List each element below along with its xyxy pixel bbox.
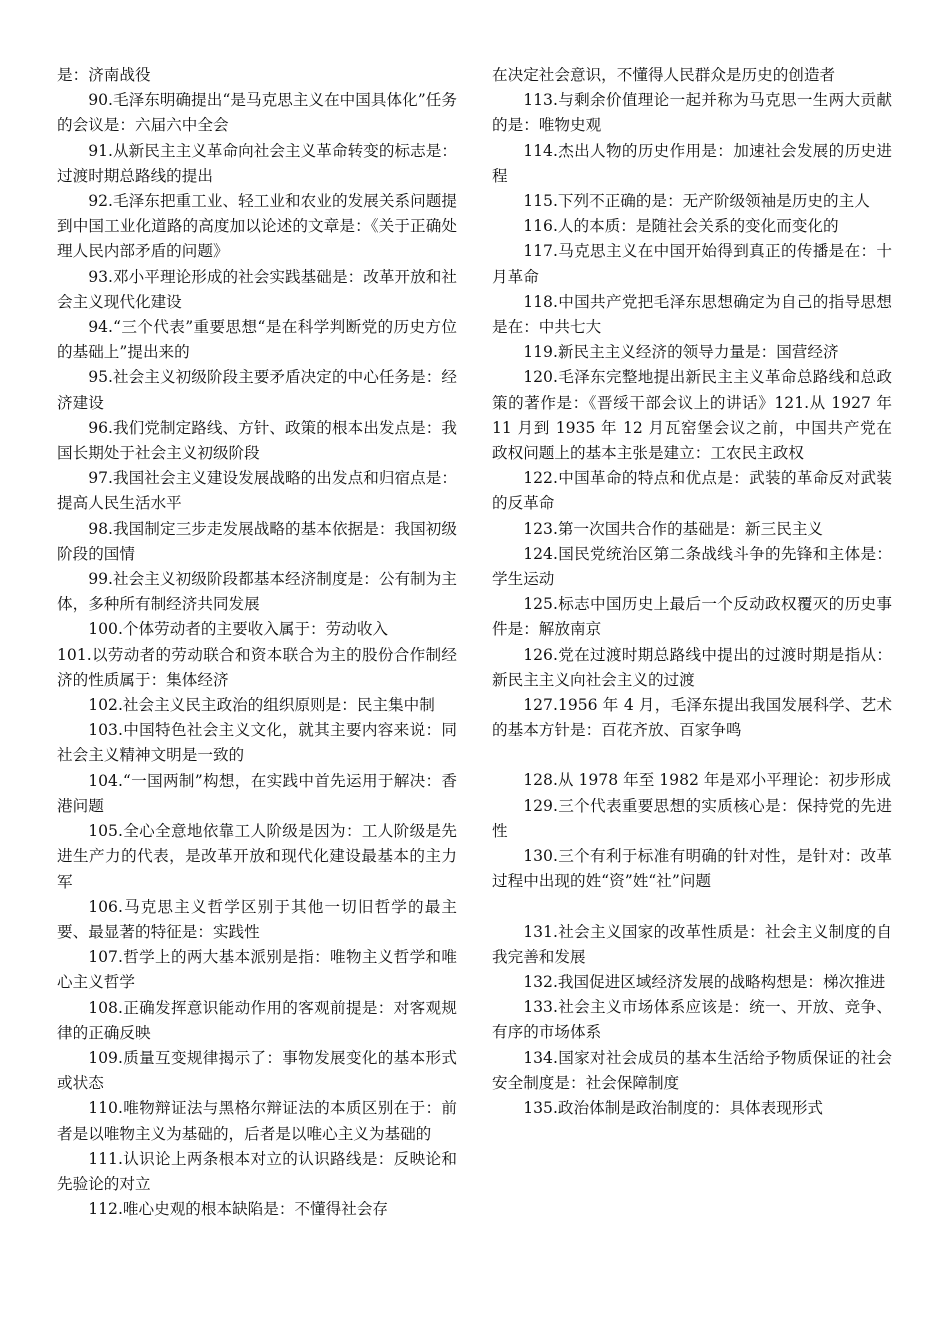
list-item: 130.三个有利于标准有明确的针对性，是针对：改革过程中出现的姓“资”姓“社”问题 (492, 847, 892, 891)
list-item: 109.质量互变规律揭示了：事物发展变化的基本形式或状态 (57, 1048, 457, 1093)
list-item: 114.杰出人物的历史作用是：加速社会发展的历史进程 (492, 141, 892, 185)
list-item: 102.社会主义民主政治的组织原则是：民主集中制 (88, 696, 435, 715)
list-item: 128.从 1978 年至 1982 年是邓小平理论：初步形成 (523, 771, 892, 790)
list-item: 127.1956 年 4 月，毛泽东提出我国发展科学、艺术的基本方针是：百花齐放、百家争鸣 (492, 696, 892, 740)
list-item: 110.唯物辩证法与黑格尔辩证法的本质区别在于：前者是以唯物主义为基础的，后者是以唯心主义为基础的 (57, 1099, 457, 1143)
list-item: 106.马克思主义哲学区别于其他一切旧哲学的最主要、最显著的特征是：实践性 (57, 897, 457, 941)
list-item: 111.认识论上两条根本对立的认识路线是：反映论和先验论的对立 (57, 1149, 457, 1193)
list-item: 119.新民主主义经济的领导力量是：国营经济 (523, 343, 839, 362)
list-item: 122.中国革命的特点和优点是：武装的革命反对武装的反革命 (492, 469, 892, 513)
list-item: 124.国民党统治区第二条战线斗争的先锋和主体是：学生运动 (492, 544, 892, 589)
list-item: 118.中国共产党把毛泽东思想确定为自己的指导思想是在：中共七大 (492, 292, 892, 337)
list-item: 116.人的本质：是随社会关系的变化而变化的 (523, 217, 839, 236)
list-item: 129.三个代表重要思想的实质核心是：保持党的先进性 (492, 796, 892, 840)
list-item: 135.政治体制是政治制度的：具体表现形式 (523, 1098, 824, 1117)
list-item: 在决定社会意识，不懂得人民群众是历史的创造者 (492, 66, 836, 84)
list-item: 112.唯心史观的根本缺陷是：不懂得社会存 (88, 1200, 389, 1219)
list-item: 94.“三个代表”重要思想“是在科学判断党的历史方位的基础上”提出来的 (57, 318, 457, 362)
list-item: 99.社会主义初级阶段都基本经济制度是：公有制为主体，多种所有制经济共同发展 (57, 570, 457, 614)
right-column (492, 63, 892, 1121)
list-item: 132.我国促进区域经济发展的战略构想是：梯次推进 (523, 972, 886, 991)
list-item: 117.马克思主义在中国开始得到真正的传播是在：十月革命 (492, 242, 892, 286)
list-item: 120.毛泽东完整地提出新民主主义革命总路线和总政策的著作是：《晋绥干部会议上的讲话》121.从 1927 年 11 月到 1935 年 12 月瓦窑堡会议之前，中国共产党在政权问题上的基本主张是建立：工农民主政权 (492, 368, 892, 463)
list-item: 107.哲学上的两大基本派别是指：唯物主义哲学和唯心主义哲学 (57, 948, 457, 992)
list-item: 133.社会主义市场体系应该是：统一、开放、竞争、有序的市场体系 (492, 998, 892, 1042)
list-item: 101.以劳动者的劳动联合和资本联合为主的股份合作制经济的性质属于：集体经济 (57, 645, 457, 689)
list-item: 126.党在过渡时期总路线中提出的过渡时期是指从：新民主主义向社会主义的过渡 (492, 645, 892, 689)
list-item: 131.社会主义国家的改革性质是：社会主义制度的自我完善和发展 (492, 922, 892, 966)
list-item: 93.邓小平理论形成的社会实践基础是：改革开放和社会主义现代化建设 (57, 267, 457, 311)
list-item: 123.第一次国共合作的基础是：新三民主义 (523, 519, 824, 538)
list-item: 104.“一国两制”构想，在实践中首先运用于解决：香港问题 (57, 771, 457, 815)
list-item: 108.正确发挥意识能动作用的客观前提是：对客观规律的正确反映 (57, 998, 457, 1042)
list-item: 113.与剩余价值理论一起并称为马克思一生两大贡献的是：唯物史观 (492, 91, 892, 135)
list-item: 115.下列不正确的是：无产阶级领袖是历史的主人 (523, 192, 870, 211)
list-item: 是：济南战役 (57, 66, 151, 84)
list-item: 95.社会主义初级阶段主要矛盾决定的中心任务是：经济建设 (57, 368, 457, 412)
list-item: 97.我国社会主义建设发展战略的出发点和归宿点是：提高人民生活水平 (57, 469, 457, 513)
list-item: 96.我们党制定路线、方针、政策的根本出发点是：我国长期处于社会主义初级阶段 (57, 418, 457, 463)
list-item: 90.毛泽东明确提出“是马克思主义在中国具体化”任务的会议是：六届六中全会 (57, 91, 457, 135)
list-item: 100.个体劳动者的主要收入属于：劳动收入 (88, 620, 389, 639)
list-item: 105.全心全意地依靠工人阶级是因为：工人阶级是先进生产力的代表，是改革开放和现代化建设最基本的主力军 (57, 822, 457, 891)
list-item: 125.标志中国历史上最后一个反动政权覆灭的历史事件是：解放南京 (492, 595, 892, 639)
list-item: 92.毛泽东把重工业、轻工业和农业的发展关系问题提到中国工业化道路的高度加以论述的文章是：《关于正确处理人民内部矛盾的问题》 (57, 192, 457, 261)
list-item: 103.中国特色社会主义文化，就其主要内容来说：同社会主义精神文明是一致的 (57, 721, 457, 765)
list-item: 91.从新民主主义革命向社会主义革命转变的标志是：过渡时期总路线的提出 (57, 141, 457, 185)
list-item: 98.我国制定三步走发展战略的基本依据是：我国初级阶段的国情 (57, 519, 457, 563)
left-column (57, 63, 457, 1222)
list-item: 134.国家对社会成员的基本生活给予物质保证的社会安全制度是：社会保障制度 (492, 1048, 892, 1092)
